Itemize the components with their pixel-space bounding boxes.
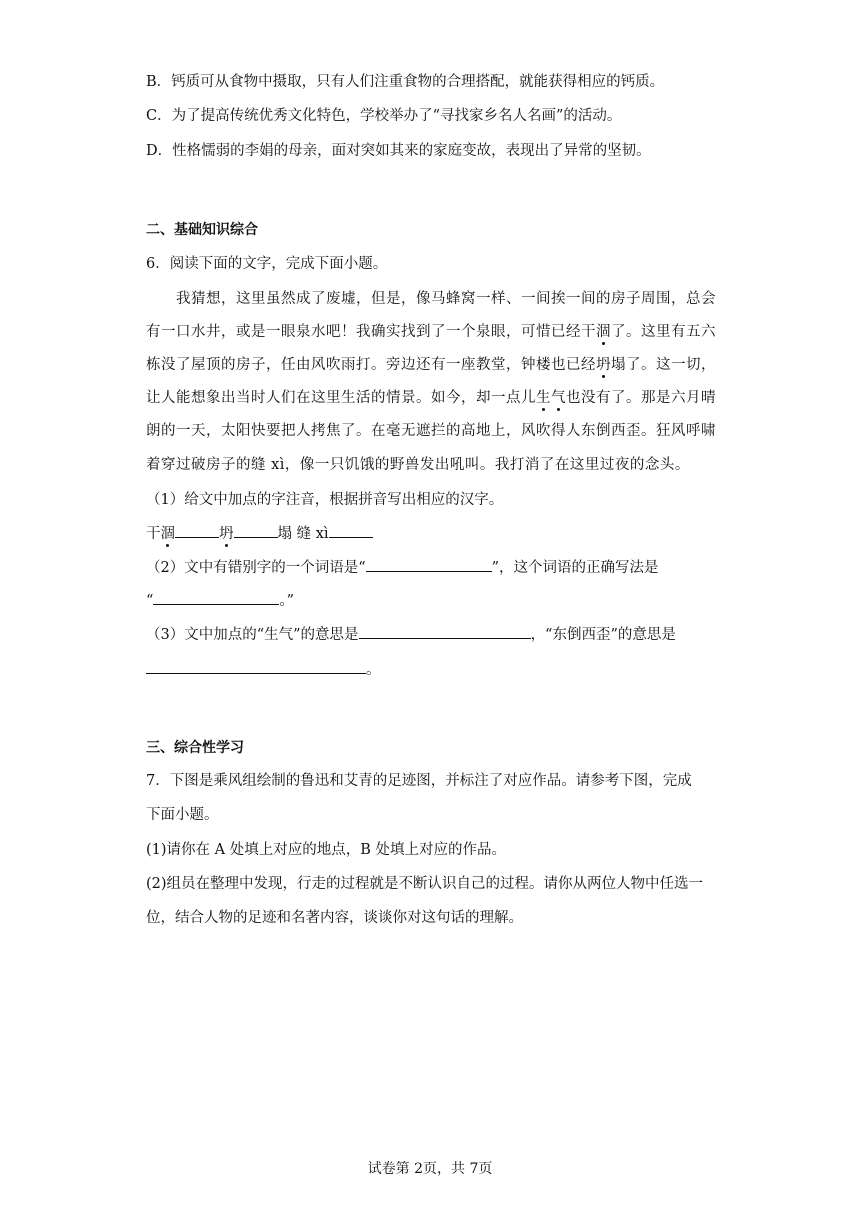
passage-text: 让人能想象出当时人们在这里生活的情景。如今，却一点儿: [146, 390, 536, 406]
answer-blank[interactable]: [366, 557, 492, 572]
sub-question-1-items: [146, 523, 373, 544]
dotted-char: 坍: [596, 357, 611, 373]
answer-blank[interactable]: [153, 590, 279, 605]
question-text: 。: [366, 662, 381, 678]
sub-question-2-cont: [146, 590, 294, 611]
section-2-heading: 二、基础知识综合: [146, 222, 258, 238]
page-footer: 试卷第 2页，共 7页: [367, 1161, 493, 1177]
sub-question-1: （1）给文中加点的字注音，根据拼音写出相应的汉字。: [146, 492, 504, 508]
dotted-char: 涸: [596, 324, 611, 340]
sub-question-2: [146, 557, 659, 578]
option-c: C．为了提高传统优秀文化特色，学校举办了“寻找家乡名人名画”的活动。: [146, 108, 622, 124]
question-7-line-1: 7．下图是乘风组绘制的鲁迅和艾青的足迹图，并标注了对应作品。请参考下图，完成: [146, 773, 692, 789]
passage-line-2: [146, 322, 716, 342]
dotted-char: 涸: [160, 526, 175, 542]
question-text: ，“东倒西歪”的意思是: [530, 627, 676, 643]
question-7-sub-2-line-1: (2)组员在整理中发现，行走的过程就是不断认识自己的过程。请你从两位人物中任选一: [146, 876, 704, 892]
question-text: （2）文中有错别字的一个词语是“: [146, 560, 366, 576]
answer-blank[interactable]: [329, 523, 373, 538]
question-6-prompt: 6．阅读下面的文字，完成下面小题。: [146, 256, 388, 272]
passage-line-6: 着穿过破房子的缝 xì，像一只饥饿的野兽发出吼叫。我打消了在这里过夜的念头。: [146, 457, 690, 473]
word-text: 干: [146, 526, 161, 542]
answer-blank[interactable]: [175, 523, 219, 538]
question-text: （3）文中加点的“生气”的意思是: [146, 627, 359, 643]
question-text: “: [146, 593, 154, 609]
passage-line-4: [146, 388, 716, 408]
sub-question-3-cont: [146, 659, 381, 680]
passage-text: 也没有了。那是六月晴: [566, 390, 716, 406]
answer-blank[interactable]: [234, 523, 278, 538]
dotted-char: 生: [536, 390, 551, 406]
dotted-char: 气: [551, 390, 566, 406]
section-3-heading: 三、综合性学习: [146, 740, 244, 756]
passage-text: 栋没了屋顶的房子，任由风吹雨打。旁边还有一座教堂，钟楼也已经: [146, 357, 596, 373]
passage-text: 了。这里有五六: [611, 324, 716, 340]
option-b: B．钙质可从食物中摄取，只有人们注重食物的合理搭配，就能获得相应的钙质。: [146, 74, 665, 90]
passage-line-5: 朗的一天，太阳快要把人拷焦了。在毫无遮拦的高地上，风吹得人东倒西歪。狂风呼啸: [146, 423, 716, 439]
question-text: ”，这个词语的正确写法是: [491, 560, 659, 576]
answer-blank[interactable]: [146, 659, 366, 674]
passage-line-3: [146, 355, 716, 375]
dotted-char: 坍: [219, 526, 234, 542]
passage-line-1: 我猜想，这里虽然成了废墟，但是，像马蜂窝一样、一间挨一间的房子周围，总会: [176, 291, 716, 307]
answer-blank[interactable]: [359, 624, 531, 639]
passage-text: 有一口水井，或是一眼泉水吧！我确实找到了一个泉眼，可惜已经干: [146, 324, 596, 340]
word-text: 塌 缝 xì: [277, 526, 329, 542]
question-7-sub-1: (1)请你在 A 处填上对应的地点，B 处填上对应的作品。: [146, 842, 506, 858]
question-7-line-2: 下面小题。: [146, 807, 219, 823]
option-d: D．性格懦弱的李娟的母亲，面对突如其来的家庭变故，表现出了异常的坚韧。: [146, 143, 651, 159]
passage-text: 塌了。这一切，: [611, 357, 716, 373]
question-7-sub-2-line-2: 位，结合人物的足迹和名著内容，谈谈你对这句话的理解。: [146, 910, 523, 926]
sub-question-3: [146, 624, 676, 645]
question-text: 。”: [279, 593, 295, 609]
